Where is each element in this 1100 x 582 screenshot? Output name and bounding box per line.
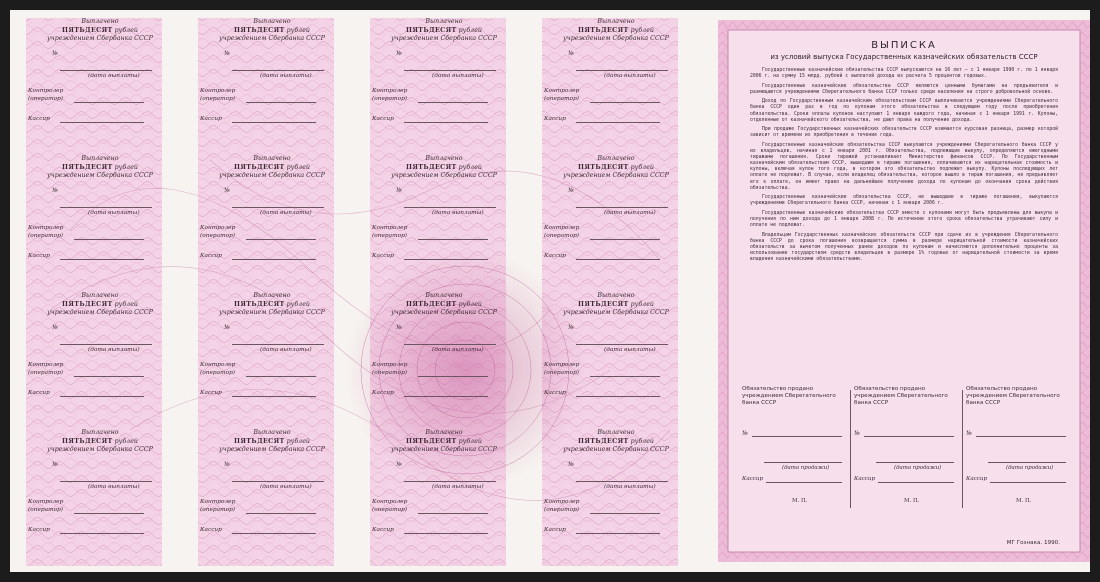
coupon-cashier-line: [60, 122, 144, 123]
coupon-paid-label: Выплачено: [81, 292, 119, 299]
coupon: [198, 292, 334, 429]
coupon-number-sign: №: [568, 187, 574, 194]
coupon-cashier-label: Кассир: [28, 116, 50, 122]
coupon-cashier-label: Кассир: [372, 116, 394, 122]
sale-divider: [962, 390, 963, 508]
controller-label: Контролер: [28, 225, 64, 231]
coupon-date-label: (дата выплаты): [604, 347, 656, 353]
coupon-header: [388, 155, 500, 181]
coupon-amount: ПЯТЬДЕСЯТ: [406, 26, 457, 34]
coupon-controller-line: [590, 102, 660, 103]
coupon-controller-line: [418, 376, 488, 377]
coupon-header: [44, 292, 156, 318]
coupon-date-line: [60, 207, 152, 208]
coupon-date-line: [60, 344, 152, 345]
coupon: [370, 429, 506, 566]
coupon-controller-label: [28, 225, 63, 240]
coupon-controller-line: [246, 239, 316, 240]
extract-content: [740, 30, 1068, 552]
coupon-controller-label: [372, 499, 407, 514]
coupon: [542, 292, 678, 429]
coupon-controller-line: [246, 102, 316, 103]
controller-label: Контролер: [200, 225, 236, 231]
coupon-number-sign: №: [568, 324, 574, 331]
coupon-paid-label: Выплачено: [81, 155, 119, 162]
sale-cashier-line: [878, 482, 954, 483]
coupon-date-line: [232, 207, 324, 208]
coupon-date-line: [60, 70, 152, 71]
coupon-amount: ПЯТЬДЕСЯТ: [62, 163, 113, 171]
coupon-number-sign: №: [52, 461, 58, 468]
coupon-amount: ПЯТЬДЕСЯТ: [234, 437, 285, 445]
coupon-header: [216, 155, 328, 181]
controller-label: Контролер: [372, 362, 408, 368]
coupon-paid-label: Выплачено: [253, 18, 291, 25]
sale-date-line: [876, 462, 954, 463]
coupon-amount-unit: рублей: [630, 437, 654, 445]
extract-paragraph: Государственные казначейские обязательства СССР выкупаются учреждениями Сберегательного банка СССР у их владельцев, начиная с 1 января 2001 г. Обязательства, подлежащие выкупу, определяются ежегодными тиражами погашения. Сроки тиражей устанавливает Министерство финансов СССР. По Государственным казначейским обязательствам СССР, вышедшим в тираже погашения, оплачиваются их нарицательная стоимость и купоны, включая купон того года, в котором это обязательство подлежит выкупу. Купоны последующих лет оплате не подлежат. В случае, если владелец обязательства, которое вышло в тираж погашения, не предъявляет его к оплате, он имеет право на дальнейшее получение дохода по купонам до окончания срока действия обязательства.: [750, 142, 1058, 191]
extract-title: ВЫПИСКА: [871, 40, 937, 51]
coupon-date-line: [404, 344, 496, 345]
sale-cashier-line: [766, 482, 842, 483]
coupon-paid-label: Выплачено: [253, 292, 291, 299]
coupon-cashier-line: [404, 396, 488, 397]
coupon-cashier-line: [576, 122, 660, 123]
coupon-column-3: [370, 18, 506, 566]
operator-label: (оператор): [28, 506, 64, 513]
coupon-amount: ПЯТЬДЕСЯТ: [234, 300, 285, 308]
coupon-date-label: (дата выплаты): [88, 484, 140, 490]
coupon-date-label: (дата выплаты): [88, 73, 140, 79]
coupon-header: [216, 429, 328, 455]
coupon-date-label: (дата выплаты): [604, 73, 656, 79]
coupon: [370, 18, 506, 155]
sale-cashier-label: Кассир: [966, 476, 988, 482]
coupon-number-sign: №: [52, 187, 58, 194]
coupon-bank-label: учреждением Сбербанка СССР: [47, 35, 153, 42]
coupon: [26, 18, 162, 155]
coupon-date-label: (дата выплаты): [604, 484, 656, 490]
coupon-header: [388, 292, 500, 318]
extract-panel: [728, 20, 1080, 562]
coupon: [26, 155, 162, 292]
sale-date-line: [988, 462, 1066, 463]
extract-paragraph: Государственные казначейские обязательства СССР являются ценными бумагами на предъявителя и размещаются учреждениями Сберегательного банка СССР только среди населения на строго добровольной основе.: [750, 83, 1058, 95]
coupon-date-label: (дата выплаты): [432, 73, 484, 79]
coupon-date-label: (дата выплаты): [88, 347, 140, 353]
coupon-amount: ПЯТЬДЕСЯТ: [234, 163, 285, 171]
coupon-bank-label: учреждением Сбербанка СССР: [47, 309, 153, 316]
sale-divider: [850, 390, 851, 508]
coupon-date-label: (дата выплаты): [88, 210, 140, 216]
coupon-number-sign: №: [568, 461, 574, 468]
extract-paragraph: Владельцам Государственных казначейских обязательств СССР при сдаче их в учреждения Сберегательного банка СССР до срока погашения возвращается сумма в размере нарицательной стоимости казначейских обязательств за вычетом полученных ранее доходов по купонам и начисляются дополнительно проценты за использование государством средств владельцев в размере 1% годовых от нарицательной стоимости за время владения казначейскими обязательствами.: [750, 232, 1058, 263]
coupon-paid-label: Выплачено: [597, 18, 635, 25]
coupon-header: [216, 18, 328, 44]
coupon-controller-line: [418, 102, 488, 103]
coupon-paid-label: Выплачено: [253, 155, 291, 162]
extract-paragraph: Государственные казначейские обязательства СССР выпускаются на 16 лет — с 1 января 1990 г. по 1 января 2006 г. на сумму 15 млрд. рублей с выплатой дохода из расчета 5 процентов годовых.: [750, 68, 1058, 80]
sale-header: Обязательство продано учреждением Сберегательного банка СССР: [854, 386, 948, 406]
coupon-cashier-label: Кассир: [372, 527, 394, 533]
sale-date-label: (дата продажи): [894, 465, 942, 471]
coupon-amount: ПЯТЬДЕСЯТ: [62, 437, 113, 445]
coupon-amount-unit: рублей: [630, 26, 654, 34]
coupon-bank-label: учреждением Сбербанка СССР: [563, 172, 669, 179]
coupon-date-line: [232, 70, 324, 71]
coupon-date-label: (дата выплаты): [432, 347, 484, 353]
coupon-bank-label: учреждением Сбербанка СССР: [563, 35, 669, 42]
sale-number-line: [864, 436, 954, 437]
coupon-amount-unit: рублей: [630, 163, 654, 171]
controller-label: Контролер: [544, 225, 580, 231]
coupon-amount: ПЯТЬДЕСЯТ: [406, 300, 457, 308]
coupon-amount-unit: рублей: [114, 300, 138, 308]
coupon-paid-label: Выплачено: [425, 18, 463, 25]
coupon-paid-label: Выплачено: [597, 292, 635, 299]
coupon-controller-line: [418, 513, 488, 514]
extract-paragraph: При продаже Государственных казначейских обязательств СССР взимается курсовая разница, размер которой зависит от времени их приобретения в течение года.: [750, 127, 1058, 139]
coupon-number-sign: №: [224, 461, 230, 468]
coupon-cashier-label: Кассир: [200, 527, 222, 533]
coupon-amount: ПЯТЬДЕСЯТ: [578, 163, 629, 171]
coupon-header: [44, 429, 156, 455]
seal-place-label: М. П.: [1016, 498, 1032, 504]
sale-record: [966, 386, 1070, 514]
extract-body: [750, 68, 1058, 267]
coupon-paid-label: Выплачено: [597, 429, 635, 436]
coupon-cashier-line: [576, 533, 660, 534]
coupon-header: [560, 429, 672, 455]
coupon-column-1: [26, 18, 162, 566]
sale-cashier-line: [990, 482, 1066, 483]
controller-label: Контролер: [28, 88, 64, 94]
coupon-header: [216, 292, 328, 318]
coupon-cashier-line: [404, 259, 488, 260]
coupon-cashier-label: Кассир: [544, 253, 566, 259]
coupon-cashier-line: [576, 259, 660, 260]
coupon-date-label: (дата выплаты): [260, 73, 312, 79]
coupon-cashier-line: [404, 533, 488, 534]
coupon-bank-label: учреждением Сбербанка СССР: [563, 309, 669, 316]
coupon-amount-unit: рублей: [286, 26, 310, 34]
coupon-date-line: [576, 207, 668, 208]
coupon-date-label: (дата выплаты): [260, 210, 312, 216]
coupon-cashier-label: Кассир: [544, 390, 566, 396]
operator-label: (оператор): [372, 369, 408, 376]
coupon-amount-unit: рублей: [458, 300, 482, 308]
coupon-cashier-label: Кассир: [28, 390, 50, 396]
coupon-date-line: [232, 344, 324, 345]
coupon-paid-label: Выплачено: [81, 429, 119, 436]
coupon-number-sign: №: [52, 50, 58, 57]
extract-paragraph: Государственные казначейские обязательства СССР вместе с купонами могут быть предъявлены для выкупа и получения по ним дохода до 1 января 2008 г. По истечении этого срока обязательства утрачивают силу и оплате не подлежат.: [750, 210, 1058, 229]
controller-label: Контролер: [28, 362, 64, 368]
coupon-cashier-label: Кассир: [372, 390, 394, 396]
coupon-controller-line: [246, 513, 316, 514]
coupon-paid-label: Выплачено: [597, 155, 635, 162]
coupon-cashier-line: [60, 533, 144, 534]
coupon-amount: ПЯТЬДЕСЯТ: [578, 437, 629, 445]
controller-label: Контролер: [200, 362, 236, 368]
coupon-controller-label: [544, 88, 579, 103]
coupon-controller-line: [246, 376, 316, 377]
sale-date-line: [764, 462, 842, 463]
coupon-bank-label: учреждением Сбербанка СССР: [563, 446, 669, 453]
coupon-date-label: (дата выплаты): [432, 210, 484, 216]
coupon-bank-label: учреждением Сбербанка СССР: [219, 446, 325, 453]
operator-label: (оператор): [544, 95, 580, 102]
coupon-cashier-line: [576, 396, 660, 397]
sale-number-sign: №: [854, 430, 860, 437]
controller-label: Контролер: [28, 499, 64, 505]
coupon-header: [44, 155, 156, 181]
sale-number-line: [976, 436, 1066, 437]
coupon-cashier-line: [232, 533, 316, 534]
coupon-cashier-label: Кассир: [28, 527, 50, 533]
coupon-controller-label: [200, 225, 235, 240]
operator-label: (оператор): [28, 232, 64, 239]
coupon: [542, 429, 678, 566]
coupon-cashier-label: Кассир: [200, 116, 222, 122]
coupon-date-line: [576, 70, 668, 71]
bond-sheet: [10, 10, 1090, 572]
sale-date-label: (дата продажи): [782, 465, 830, 471]
coupon-date-label: (дата выплаты): [432, 484, 484, 490]
coupon-number-sign: №: [568, 50, 574, 57]
coupon-number-sign: №: [396, 187, 402, 194]
coupon-paid-label: Выплачено: [425, 155, 463, 162]
coupon-header: [560, 155, 672, 181]
coupon-number-sign: №: [396, 324, 402, 331]
coupon-bank-label: учреждением Сбербанка СССР: [391, 309, 497, 316]
coupon: [370, 292, 506, 429]
operator-label: (оператор): [200, 95, 236, 102]
coupon-cashier-label: Кассир: [28, 253, 50, 259]
coupon-number-sign: №: [224, 324, 230, 331]
coupon-amount: ПЯТЬДЕСЯТ: [406, 437, 457, 445]
extract-paragraph: Доход по Государственным казначейским обязательствам СССР выплачивается учреждениями Сберегательного банка СССР один раз в год по купонам этого обязательства в следующем году после приобретения обязательства. Сроки оплаты купонов наступают 1 января каждого года, начиная с 1 января 1991 г. Купоны, отделенные от казначейского обязательства, не дают права на получение дохода.: [750, 99, 1058, 123]
coupon: [542, 155, 678, 292]
coupon-amount: ПЯТЬДЕСЯТ: [578, 26, 629, 34]
coupon-column-4: [542, 18, 678, 566]
sale-header: Обязательство продано учреждением Сберегательного банка СССР: [742, 386, 836, 406]
coupon-controller-label: [200, 499, 235, 514]
coupon-controller-line: [74, 239, 144, 240]
coupon-bank-label: учреждением Сбербанка СССР: [47, 172, 153, 179]
coupon-amount-unit: рублей: [114, 163, 138, 171]
coupon-header: [388, 429, 500, 455]
coupon-cashier-line: [232, 259, 316, 260]
coupon-controller-line: [74, 102, 144, 103]
extract-paragraph: Государственные казначейские обязательства СССР, не вышедшие в тираже погашения, выкупаются учреждениями Сберегательного банка СССР, начиная с 1 января 2006 г.: [750, 195, 1058, 207]
operator-label: (оператор): [28, 369, 64, 376]
operator-label: (оператор): [544, 369, 580, 376]
coupon-bank-label: учреждением Сбербанка СССР: [219, 35, 325, 42]
coupon-amount: ПЯТЬДЕСЯТ: [234, 26, 285, 34]
coupon-bank-label: учреждением Сбербанка СССР: [219, 172, 325, 179]
coupon-controller-label: [200, 88, 235, 103]
coupon-date-label: (дата выплаты): [604, 210, 656, 216]
sale-header: Обязательство продано учреждением Сберегательного банка СССР: [966, 386, 1060, 406]
coupon-controller-line: [590, 239, 660, 240]
extract-subtitle: из условий выпуска Государственных казначейских обязательств СССР: [770, 53, 1038, 61]
coupon-controller-line: [590, 376, 660, 377]
coupon-number-sign: №: [224, 50, 230, 57]
coupon-controller-line: [590, 513, 660, 514]
coupon-paid-label: Выплачено: [81, 18, 119, 25]
operator-label: (оператор): [544, 232, 580, 239]
coupon-header: [560, 18, 672, 44]
coupon-amount-unit: рублей: [114, 437, 138, 445]
coupon-cashier-label: Кассир: [200, 253, 222, 259]
coupon-cashier-label: Кассир: [544, 116, 566, 122]
operator-label: (оператор): [28, 95, 64, 102]
coupon-header: [44, 18, 156, 44]
coupon-amount-unit: рублей: [286, 163, 310, 171]
coupon-amount-unit: рублей: [286, 437, 310, 445]
coupon-date-line: [232, 481, 324, 482]
controller-label: Контролер: [544, 362, 580, 368]
coupon-controller-line: [418, 239, 488, 240]
coupon-controller-label: [28, 362, 63, 377]
coupon: [370, 155, 506, 292]
coupon-controller-label: [372, 362, 407, 377]
coupon-amount: ПЯТЬДЕСЯТ: [406, 163, 457, 171]
coupon-amount-unit: рублей: [286, 300, 310, 308]
coupon-date-label: (дата выплаты): [260, 484, 312, 490]
coupon-controller-label: [28, 499, 63, 514]
sale-record: [854, 386, 958, 514]
coupon-controller-line: [74, 513, 144, 514]
coupon-column-2: [198, 18, 334, 566]
controller-label: Контролер: [544, 88, 580, 94]
coupon-bank-label: учреждением Сбербанка СССР: [47, 446, 153, 453]
coupon-cashier-line: [404, 122, 488, 123]
operator-label: (оператор): [200, 369, 236, 376]
coupon-bank-label: учреждением Сбербанка СССР: [391, 446, 497, 453]
coupon-controller-label: [28, 88, 63, 103]
coupon-controller-label: [200, 362, 235, 377]
controller-label: Контролер: [200, 499, 236, 505]
seal-place-label: М. П.: [904, 498, 920, 504]
coupon-date-line: [404, 207, 496, 208]
coupon: [26, 292, 162, 429]
coupon-cashier-line: [60, 259, 144, 260]
coupon-cashier-line: [60, 396, 144, 397]
sale-date-label: (дата продажи): [1006, 465, 1054, 471]
controller-label: Контролер: [372, 499, 408, 505]
controller-label: Контролер: [372, 225, 408, 231]
coupon-cashier-line: [232, 122, 316, 123]
coupon-date-line: [576, 481, 668, 482]
operator-label: (оператор): [372, 232, 408, 239]
coupon-paid-label: Выплачено: [425, 429, 463, 436]
coupon-paid-label: Выплачено: [253, 429, 291, 436]
sale-record-row: [742, 386, 1066, 516]
printer-imprint: МГ Гознака. 1990.: [1006, 540, 1060, 546]
coupon-controller-label: [544, 499, 579, 514]
coupon-cashier-label: Кассир: [200, 390, 222, 396]
coupon-amount-unit: рублей: [458, 437, 482, 445]
controller-label: Контролер: [544, 499, 580, 505]
coupon: [26, 429, 162, 566]
coupon-amount-unit: рублей: [458, 163, 482, 171]
coupon-number-sign: №: [396, 50, 402, 57]
controller-label: Контролер: [372, 88, 408, 94]
controller-label: Контролер: [200, 88, 236, 94]
coupon-controller-label: [372, 88, 407, 103]
coupon: [198, 155, 334, 292]
sale-number-sign: №: [742, 430, 748, 437]
coupon-date-line: [576, 344, 668, 345]
coupon-amount: ПЯТЬДЕСЯТ: [62, 300, 113, 308]
operator-label: (оператор): [372, 506, 408, 513]
sale-number-sign: №: [966, 430, 972, 437]
coupon-date-label: (дата выплаты): [260, 347, 312, 353]
coupon-amount-unit: рублей: [458, 26, 482, 34]
seal-place-label: М. П.: [792, 498, 808, 504]
sale-record: [742, 386, 846, 514]
sale-number-line: [752, 436, 842, 437]
sale-cashier-label: Кассир: [854, 476, 876, 482]
coupon-controller-line: [74, 376, 144, 377]
coupon-cashier-label: Кассир: [372, 253, 394, 259]
coupon-date-line: [404, 70, 496, 71]
coupon-bank-label: учреждением Сбербанка СССР: [219, 309, 325, 316]
coupon-controller-label: [544, 362, 579, 377]
coupon-date-line: [404, 481, 496, 482]
coupon-paid-label: Выплачено: [425, 292, 463, 299]
coupon-number-sign: №: [224, 187, 230, 194]
coupon-controller-label: [544, 225, 579, 240]
coupon-number-sign: №: [52, 324, 58, 331]
operator-label: (оператор): [200, 232, 236, 239]
coupon-controller-label: [372, 225, 407, 240]
coupon-number-sign: №: [396, 461, 402, 468]
coupon: [198, 18, 334, 155]
coupon-bank-label: учреждением Сбербанка СССР: [391, 35, 497, 42]
sale-cashier-label: Кассир: [742, 476, 764, 482]
coupon-amount-unit: рублей: [630, 300, 654, 308]
coupon-amount-unit: рублей: [114, 26, 138, 34]
coupon: [542, 18, 678, 155]
coupon-amount: ПЯТЬДЕСЯТ: [62, 26, 113, 34]
operator-label: (оператор): [544, 506, 580, 513]
coupon-date-line: [60, 481, 152, 482]
coupon: [198, 429, 334, 566]
coupon-bank-label: учреждением Сбербанка СССР: [391, 172, 497, 179]
coupon-amount: ПЯТЬДЕСЯТ: [578, 300, 629, 308]
operator-label: (оператор): [200, 506, 236, 513]
coupon-header: [560, 292, 672, 318]
coupon-cashier-label: Кассир: [544, 527, 566, 533]
coupon-cashier-line: [232, 396, 316, 397]
operator-label: (оператор): [372, 95, 408, 102]
coupon-header: [388, 18, 500, 44]
